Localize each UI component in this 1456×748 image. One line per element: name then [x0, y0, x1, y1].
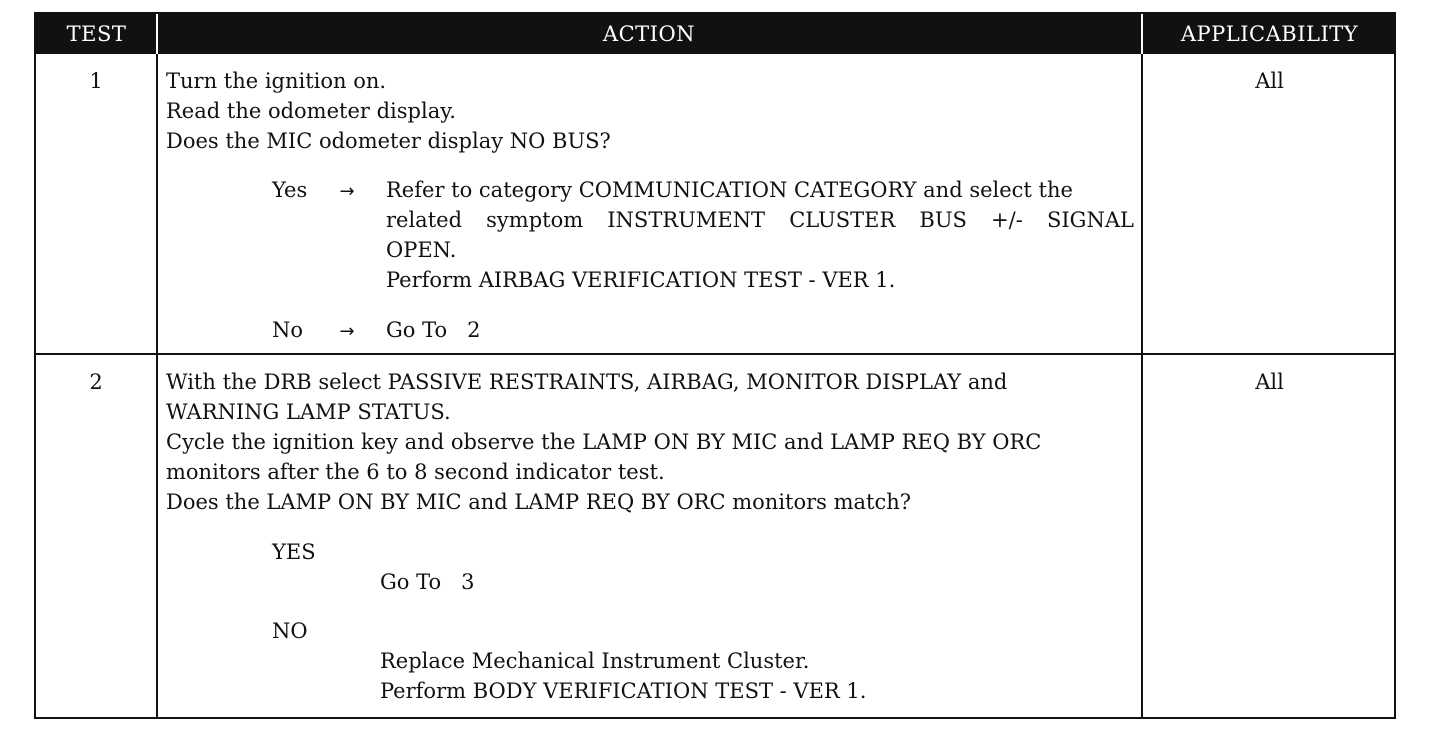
row2-action-line: monitors after the 6 to 8 second indicator test.	[166, 460, 665, 484]
header-action: ACTION	[157, 14, 1141, 54]
justified-word: BUS	[919, 208, 967, 232]
header-divider	[1141, 14, 1143, 54]
test-number-1: 1	[89, 69, 103, 93]
row2-no-label: NO	[272, 619, 308, 643]
row1-yes-text-line: Perform AIRBAG VERIFICATION TEST - VER 1.	[386, 268, 896, 292]
row2-action-line: Cycle the ignition key and observe the LAMP ON BY MIC and LAMP REQ BY ORC	[166, 430, 1042, 454]
row2-no-text-line: Replace Mechanical Instrument Cluster.	[380, 649, 810, 673]
row2-no-text-line: Perform BODY VERIFICATION TEST - VER 1.	[380, 679, 867, 703]
row1-action-line: Does the MIC odometer display NO BUS?	[166, 129, 611, 153]
applicability-1: All	[1255, 69, 1284, 93]
justified-word: SIGNAL	[1046, 208, 1134, 232]
row1-yes-text-line: Refer to category COMMUNICATION CATEGORY and select the	[386, 178, 1073, 202]
row1-no-arrow	[332, 315, 362, 347]
applicability-2: All	[1255, 370, 1284, 394]
row2-action-line: With the DRB select PASSIVE RESTRAINTS, AIRBAG, MONITOR DISPLAY and	[166, 370, 1008, 394]
test-number-2: 2	[89, 370, 103, 394]
row1-yes-text-span	[386, 205, 1134, 235]
header-divider	[156, 14, 158, 54]
row1-no-text: Go To 2	[386, 318, 481, 342]
column-divider	[156, 54, 158, 719]
row2-action-line: Does the LAMP ON BY MIC and LAMP REQ BY ORC monitors match?	[166, 490, 912, 514]
row1-yes-arrow	[332, 175, 362, 207]
row1-yes-label: Yes	[272, 178, 308, 202]
row-divider	[36, 353, 1394, 355]
row1-yes-text-line	[386, 205, 1134, 235]
row2-action-line: WARNING LAMP STATUS.	[166, 400, 451, 424]
justified-word: related	[386, 208, 463, 232]
header-applicability: APPLICABILITY	[1143, 14, 1396, 54]
row2-yes-label: YES	[272, 540, 316, 564]
row1-action-line: Read the odometer display.	[166, 99, 456, 123]
justified-word: +/-	[991, 208, 1023, 232]
right-arrow-icon: →	[339, 181, 355, 202]
justified-word: CLUSTER	[789, 208, 896, 232]
row1-yes-text-line: OPEN.	[386, 238, 457, 262]
row1-no-label: No	[272, 318, 304, 342]
right-arrow-icon: →	[339, 321, 355, 342]
row1-action-line: Turn the ignition on.	[166, 69, 387, 93]
row2-yes-text: Go To 3	[380, 570, 475, 594]
header-test: TEST	[36, 14, 157, 54]
justified-word: symptom	[486, 208, 584, 232]
justified-word: INSTRUMENT	[607, 208, 766, 232]
diagnostic-test-table	[34, 12, 1396, 719]
